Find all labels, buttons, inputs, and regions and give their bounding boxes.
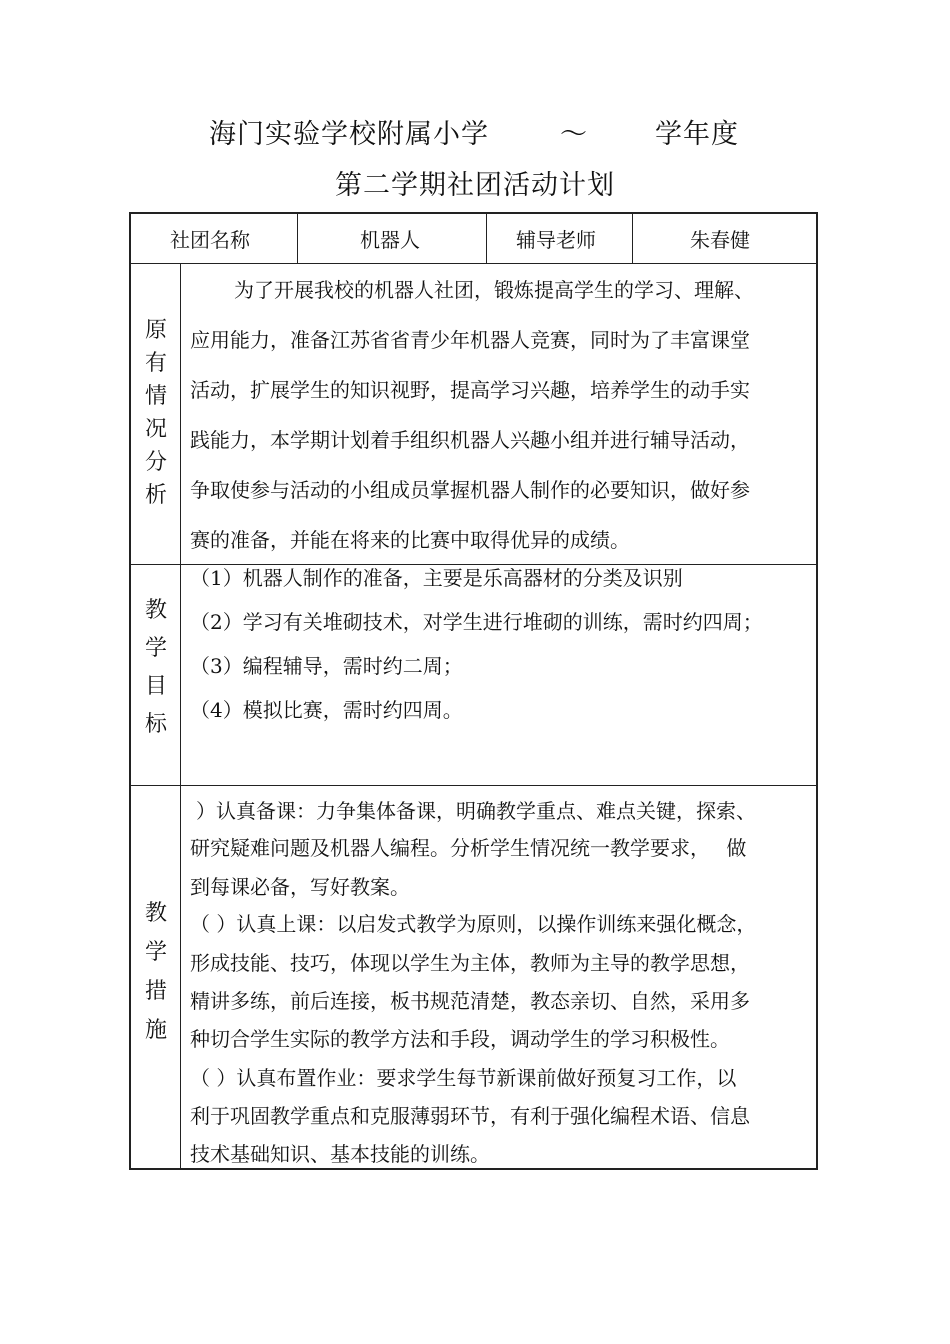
analysis-line: 活动，扩展学生的知识视野，提高学习兴趣，培养学生的动手实 bbox=[190, 378, 750, 402]
row-divider-1 bbox=[129, 263, 818, 264]
measures-line: （ ）认真上课：以启发式教学为原则，以操作训练来强化概念， bbox=[190, 912, 757, 936]
goals-label-char: 目 bbox=[144, 674, 167, 699]
measures-label-char: 学 bbox=[144, 940, 167, 965]
measures-line: ）认真备课：力争集体备课，明确教学重点、难点关键，探索、 bbox=[196, 799, 756, 823]
teacher-label: 辅导老师 bbox=[516, 228, 596, 252]
measures-label-char: 施 bbox=[144, 1018, 167, 1043]
goals-section-label bbox=[130, 600, 182, 752]
measures-line: 到每课必备，写好教案。 bbox=[190, 875, 410, 899]
goals-line: （4）模拟比赛，需时约四周。 bbox=[190, 698, 463, 722]
page-subtitle: 第二学期社团活动计划 bbox=[335, 170, 615, 201]
analysis-line: 践能力，本学期计划着手组织机器人兴趣小组并进行辅导活动， bbox=[190, 428, 750, 452]
title-year: 学年度 bbox=[655, 119, 739, 150]
table-border-top bbox=[129, 212, 818, 214]
analysis-label-char: 分 bbox=[144, 450, 167, 475]
info-divider-3 bbox=[632, 212, 633, 264]
info-divider-2 bbox=[486, 212, 487, 264]
club-name-label: 社团名称 bbox=[170, 228, 250, 252]
table-border-bottom bbox=[129, 1168, 818, 1170]
analysis-line: 争取使参与活动的小组成员掌握机器人制作的必要知识，做好参 bbox=[190, 478, 750, 502]
goals-line: （1）机器人制作的准备，主要是乐高器材的分类及识别 bbox=[190, 566, 683, 590]
table-border-right bbox=[816, 212, 818, 1170]
title-tilde: ～ bbox=[560, 119, 588, 150]
goals-label-char: 教 bbox=[144, 598, 167, 623]
measures-line: 形成技能、技巧，体现以学生为主体，教师为主导的教学思想， bbox=[190, 951, 750, 975]
analysis-label-char: 有 bbox=[144, 351, 167, 376]
analysis-section-label bbox=[130, 320, 182, 518]
analysis-label-char: 析 bbox=[144, 483, 167, 508]
goals-label-char: 标 bbox=[144, 712, 167, 737]
info-divider-1 bbox=[297, 212, 298, 264]
title-school: 海门实验学校附属小学 bbox=[209, 119, 489, 150]
club-name-value: 机器人 bbox=[360, 228, 420, 252]
measures-section-label bbox=[130, 903, 182, 1059]
measures-line: （ ）认真布置作业：要求学生每节新课前做好预复习工作，以 bbox=[190, 1066, 737, 1090]
analysis-line: 赛的准备，并能在将来的比赛中取得优异的成绩。 bbox=[190, 528, 630, 552]
measures-label-char: 教 bbox=[144, 901, 167, 926]
measures-line: 种切合学生实际的教学方法和手段，调动学生的学习积极性。 bbox=[190, 1027, 730, 1051]
row-divider-3 bbox=[129, 785, 818, 786]
measures-line: 研究疑难问题及机器人编程。分析学生情况统一教学要求， 做 bbox=[190, 836, 747, 860]
analysis-label-char: 情 bbox=[144, 384, 167, 409]
measures-line: 利于巩固教学重点和克服薄弱环节，有利于强化编程术语、信息 bbox=[190, 1104, 750, 1128]
measures-line: 技术基础知识、基本技能的训练。 bbox=[190, 1142, 490, 1166]
analysis-line: 为了开展我校的机器人社团，锻炼提高学生的学习、理解、 bbox=[234, 278, 754, 302]
analysis-line: 应用能力，准备江苏省省青少年机器人竞赛，同时为了丰富课堂 bbox=[190, 328, 750, 352]
analysis-label-char: 况 bbox=[144, 417, 167, 442]
teacher-value: 朱春健 bbox=[690, 228, 750, 252]
goals-line: （2）学习有关堆砌技术，对学生进行堆砌的训练，需时约四周； bbox=[190, 610, 763, 634]
goals-line: （3）编程辅导，需时约二周； bbox=[190, 654, 463, 678]
measures-line: 精讲多练，前后连接，板书规范清楚，教态亲切、自然，采用多 bbox=[190, 989, 750, 1013]
goals-label-char: 学 bbox=[144, 636, 167, 661]
measures-label-char: 措 bbox=[144, 979, 167, 1004]
analysis-label-char: 原 bbox=[144, 318, 167, 343]
